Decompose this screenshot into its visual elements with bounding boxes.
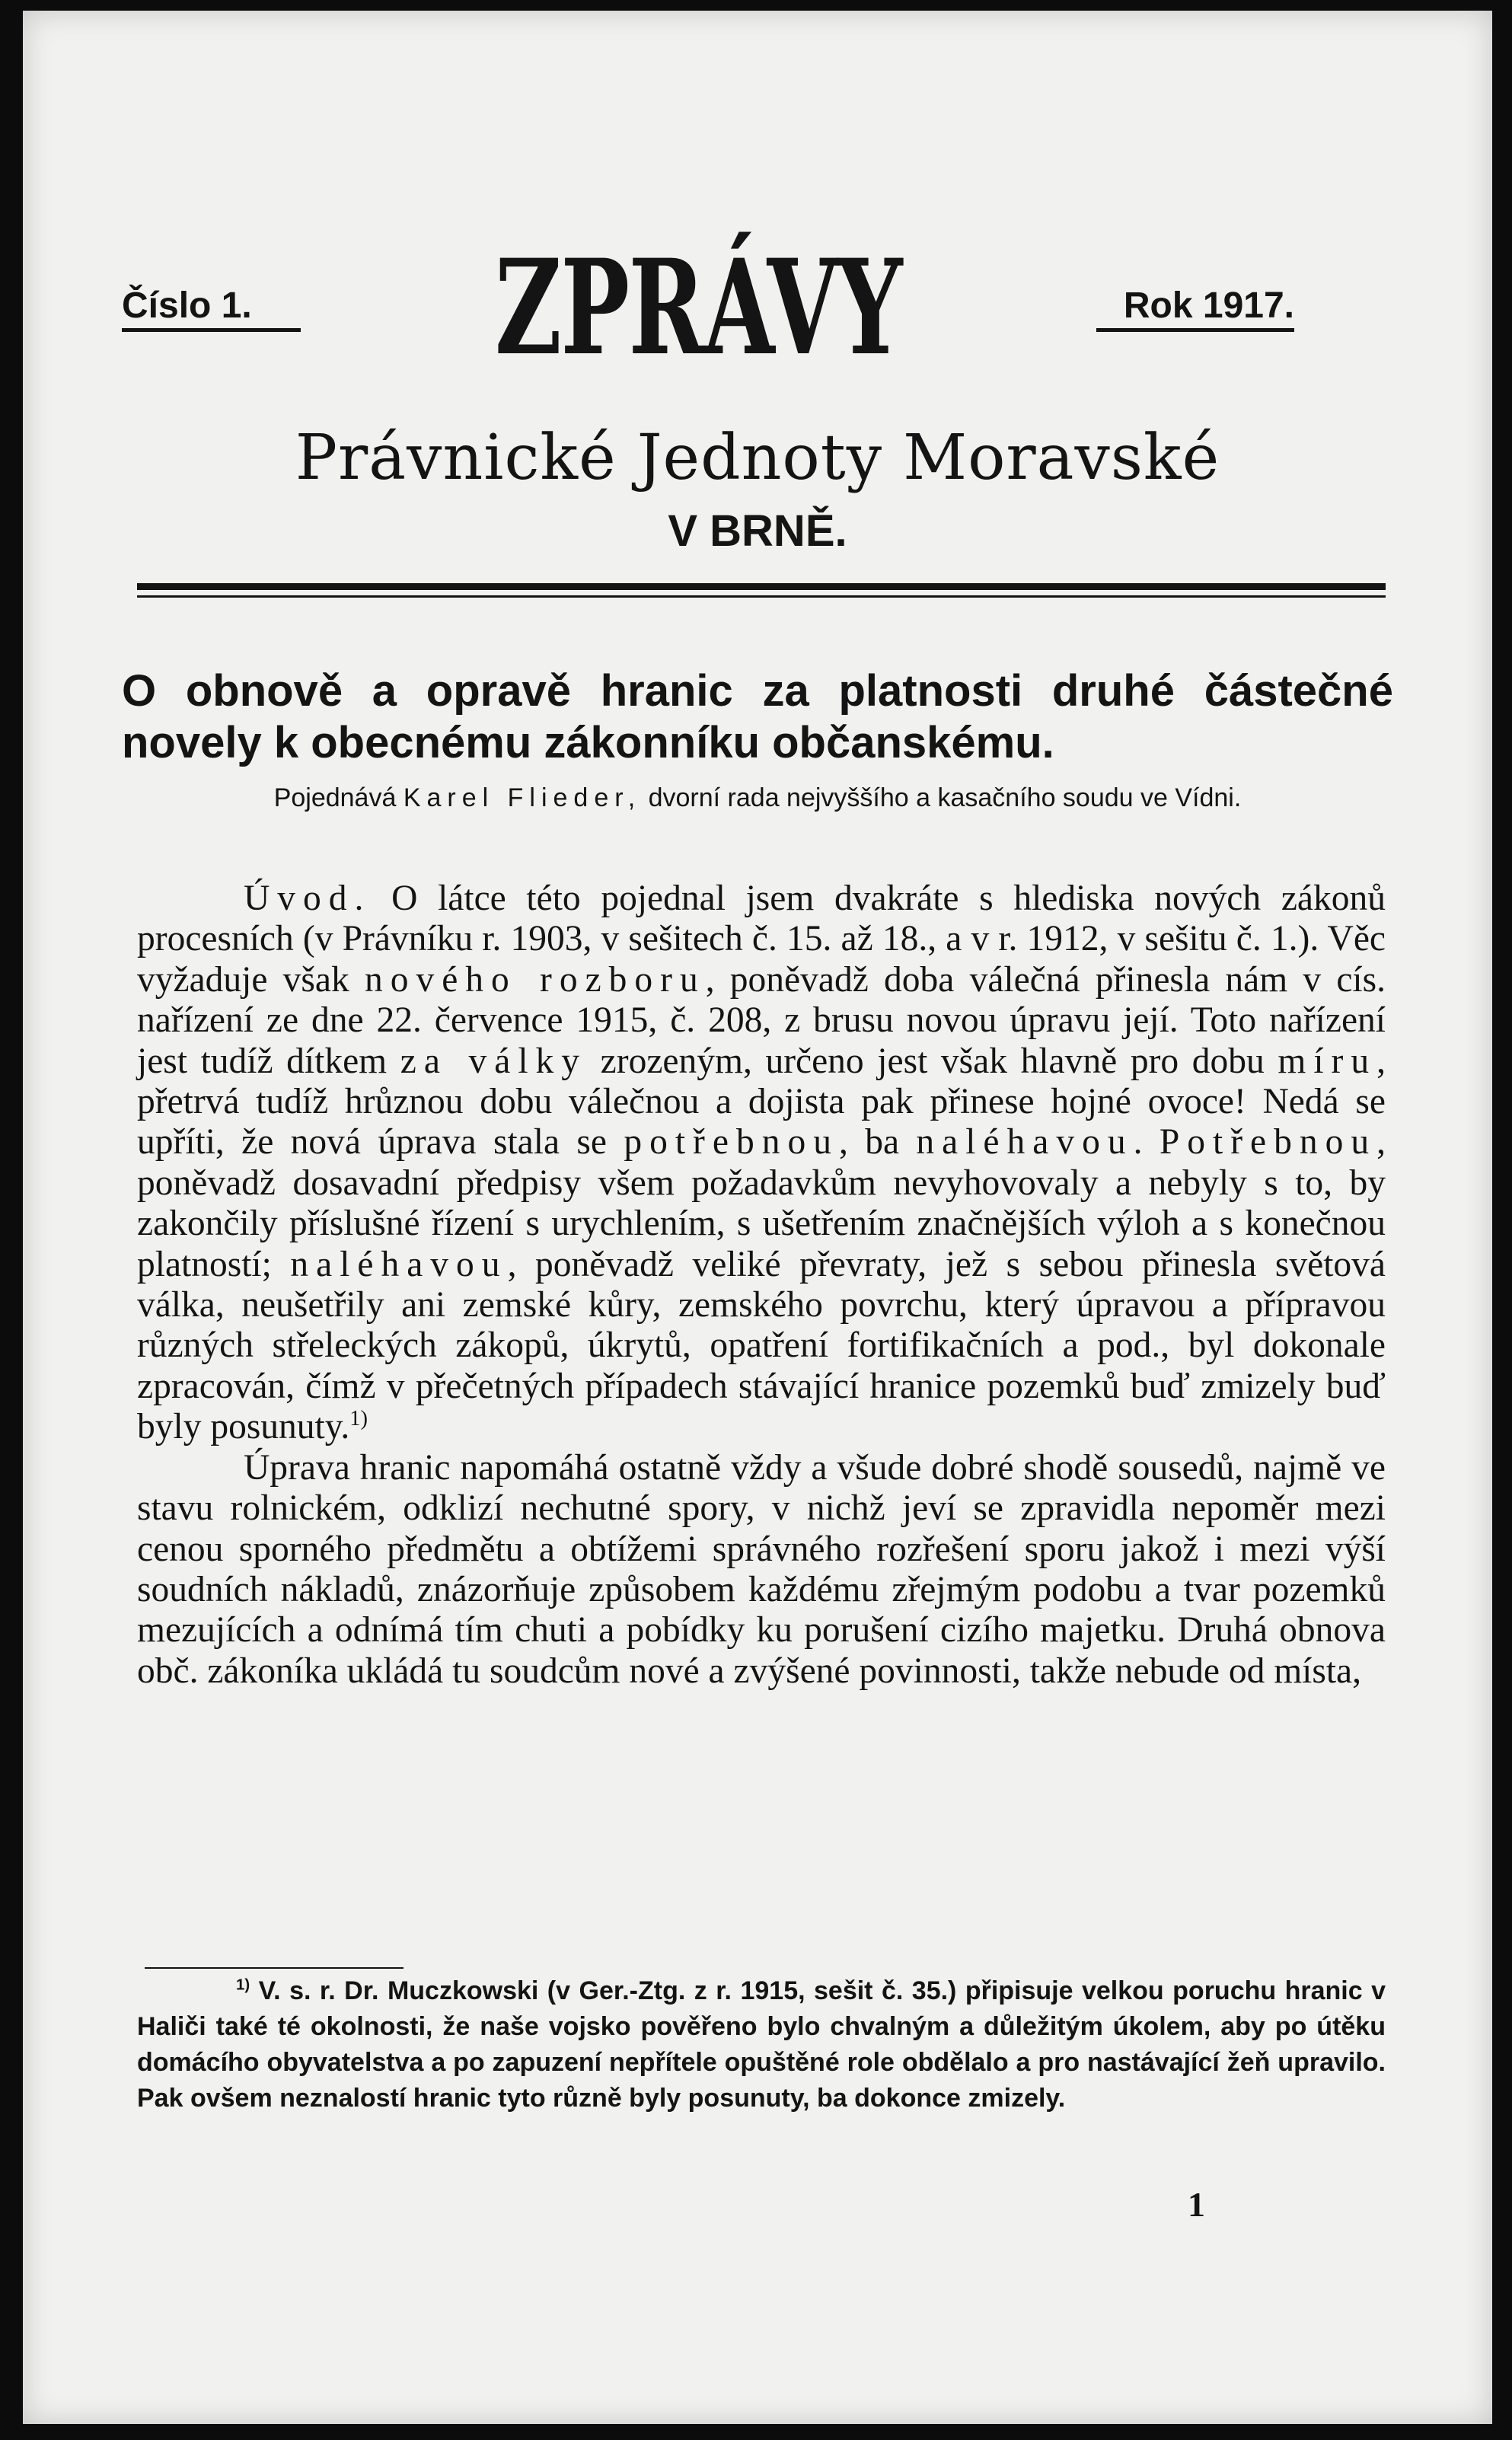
masthead-rule-thin bbox=[137, 595, 1386, 598]
body-paragraph bbox=[137, 1448, 1386, 1692]
spaced-emphasis: za války bbox=[400, 1041, 588, 1081]
text-run: , ba bbox=[838, 1122, 917, 1163]
text-run: Úprava hranic napomáhá ostatně vždy a všude dobré shodě sousedů, najmě ve stavu rolnickém, odklizí nechutné spory, v nichž jeví se zpravidla nepoměr mezi cenou sporného předmětu a obtížemi správného rozřešení sporu jakož i mezi výší soudních nákladů, znázorňuje způsobem každému zřejmým podobu a tvar pozemků mezujících a odnímá tím chuti a pobídky ku porušení cizího majetku. Druhá obnova obč. zákoníka ukládá tu soudcům nové a zvýšené povinnosti, takže nebude od místa, bbox=[137, 1447, 1386, 1691]
text-run: O látce této pojednal jsem dvakráte s hlediska nových zákonů procesních (v Právníku r. 1903, v sešitech č. 15. až 18., a v r. 1912, v sešitu č. 1.). Věc vyžaduje však bbox=[137, 879, 1386, 1000]
text-run: . bbox=[1133, 1122, 1160, 1163]
journal-city: V BRNĚ. bbox=[668, 506, 847, 556]
footnote-reference: 1) bbox=[349, 1407, 368, 1431]
spaced-emphasis: naléhavou bbox=[916, 1122, 1134, 1163]
spaced-emphasis: Úvod. bbox=[244, 879, 372, 918]
footnote-text: V. s. r. Dr. Muczkowski (v Ger.-Ztg. z r. 1915, sešit č. 35.) připisuje velkou poruchu hranic v Haliči také té okolnosti, že naše vojsko pověřeno bylo chvalným a důležitým úkolem, aby po útěku domácího obyvatelstva a po zapuzení nepřítele opuštěné role obdělalo a pro nastávající žeň upravilo. Pak ovšem neznalostí hranic tyto různě byly posunuty, ba dokonce zmizely. bbox=[137, 1976, 1386, 2113]
spaced-emphasis: potřebnou bbox=[624, 1122, 839, 1163]
spaced-emphasis: Potřebnou bbox=[1159, 1122, 1377, 1163]
footnote bbox=[137, 1973, 1386, 2116]
text-run: , poněvadž dosavadní předpisy všem požadavkům nevyhovovaly a nebyly s to, by zakončily příslušné řízení s urychlením, s ušetřením značnějších výloh a s konečnou platností; bbox=[137, 1122, 1386, 1284]
byline-prefix: Pojednává bbox=[273, 783, 397, 812]
masthead bbox=[23, 230, 1492, 384]
text-run: , poněvadž doba válečná přinesla nám v cís. nařízení ze dne 22. července 1915, č. 208, z brusu novou úpravu její. Toto nařízení jest tudíž dítkem bbox=[137, 959, 1386, 1081]
journal-logo bbox=[495, 230, 1076, 384]
body-paragraph bbox=[137, 879, 1386, 1448]
text-run: , poněvadž veliké převraty, jež s sebou přinesla světová válka, neušetřily ani zemské kůry, zemského povrchu, který úpravou a přípravou různých střeleckých zákopů, úkrytů, opatření fortifikačních a pod., byl dokonale zpracován, čímž v přečetných případech stávající hranice pozemků buď zmizely buď byly posunuty. bbox=[137, 1244, 1386, 1447]
issue-number: Číslo 1. bbox=[122, 285, 301, 332]
spaced-emphasis: naléhavou bbox=[290, 1244, 508, 1284]
article-byline bbox=[122, 781, 1393, 815]
masthead-rule-thick bbox=[137, 583, 1386, 590]
footnote-rule bbox=[145, 1967, 404, 1969]
article-title: O obnově a opravě hranic za platnosti druhé částečné novely k obecnému zákonníku občanskému. bbox=[122, 666, 1393, 767]
article-body bbox=[137, 879, 1386, 1692]
footnote-marker: 1) bbox=[236, 1976, 250, 1994]
text-run: , přetrvá tudíž hrůznou dobu válečnou a dojista pak přinese hojné ovoce! Nedá se upříti, že nová úprava stala se bbox=[137, 1041, 1386, 1163]
author-name: Karel Flieder, bbox=[403, 783, 642, 812]
document-page bbox=[23, 11, 1492, 2424]
footnote-paragraph bbox=[137, 1973, 1386, 2116]
page-number: 1 bbox=[1188, 2185, 1205, 2224]
spaced-emphasis: nového rozboru bbox=[364, 959, 706, 1000]
text-run: zrozeným, určeno jest však hlavně pro dobu bbox=[587, 1041, 1278, 1081]
journal-subtitle: Právnické Jednoty Moravské bbox=[295, 422, 1220, 494]
journal-logo-text: ZPRÁVY bbox=[495, 230, 902, 384]
author-position: dvorní rada nejvyššího a kasačního soudu ve Vídni. bbox=[648, 783, 1242, 812]
issue-year: Rok 1917. bbox=[1096, 285, 1294, 332]
spaced-emphasis: míru bbox=[1278, 1041, 1377, 1081]
